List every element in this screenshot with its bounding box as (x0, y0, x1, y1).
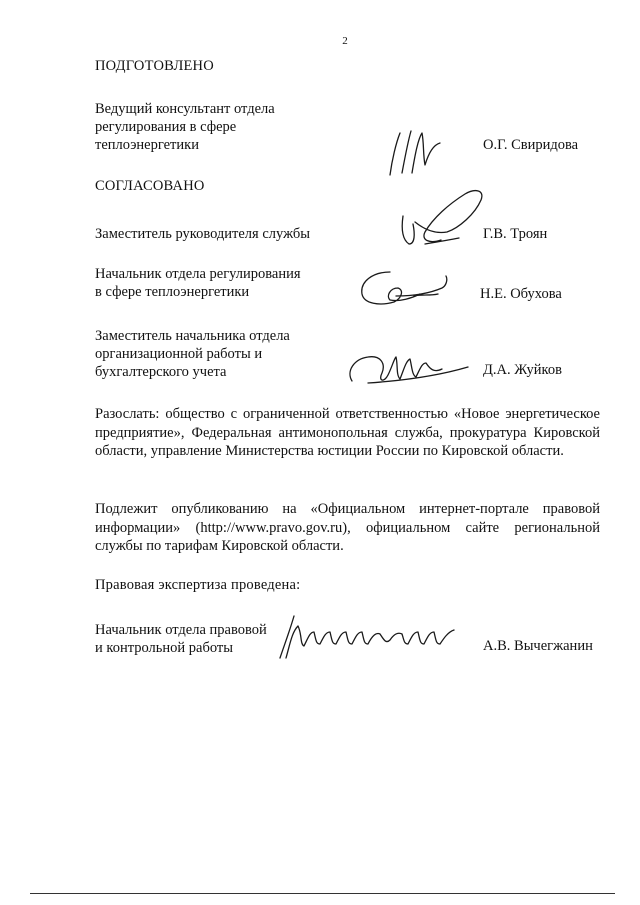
distribution-paragraph: Разослать: общество с ограниченной ответственностью «Новое энергетическое предприятие», Федеральная антимонопольная служба, прокуратура Кировской области, управление Министерства юстиции России по Кировской области. (95, 406, 600, 459)
prepared-role: Ведущий консультант отдела регулирования в сфере теплоэнергетики (95, 101, 275, 153)
signature-vychegzhanin (272, 610, 462, 662)
signature-zhuykov (338, 345, 478, 390)
agreed-role-2: Начальник отдела регулирования в сфере теплоэнергетики (95, 266, 301, 300)
agreed-role-1: Заместитель руководителя службы (95, 226, 311, 242)
prepared-heading: ПОДГОТОВЛЕНО (95, 58, 214, 74)
agreed-name-1: Г.В. Троян (483, 226, 548, 242)
signature-troyan (385, 182, 495, 262)
agreed-heading: СОГЛАСОВАНО (95, 178, 205, 194)
agreed-name-3: Д.А. Жуйков (483, 362, 562, 378)
signature-obukhova (350, 262, 460, 312)
bottom-rule (30, 893, 615, 894)
signature-sviridova (378, 125, 458, 180)
agreed-role-3: Заместитель начальника отдела организационной работы и бухгалтерского учета (95, 328, 290, 380)
page-number: 2 (342, 35, 348, 47)
agreed-name-2: Н.Е. Обухова (480, 286, 562, 302)
legal-review-role: Начальник отдела правовой и контрольной работы (95, 622, 267, 656)
prepared-name: О.Г. Свиридова (483, 137, 579, 153)
legal-review-label: Правовая экспертиза проведена: (95, 577, 301, 593)
legal-review-name: А.В. Вычегжанин (483, 638, 593, 654)
publication-paragraph: Подлежит опубликованию на «Официальном интернет-портале правовой информации» (http://www.pravo.gov.ru), официальном сайте региональной службы по тарифам Кировской области. (95, 501, 600, 554)
